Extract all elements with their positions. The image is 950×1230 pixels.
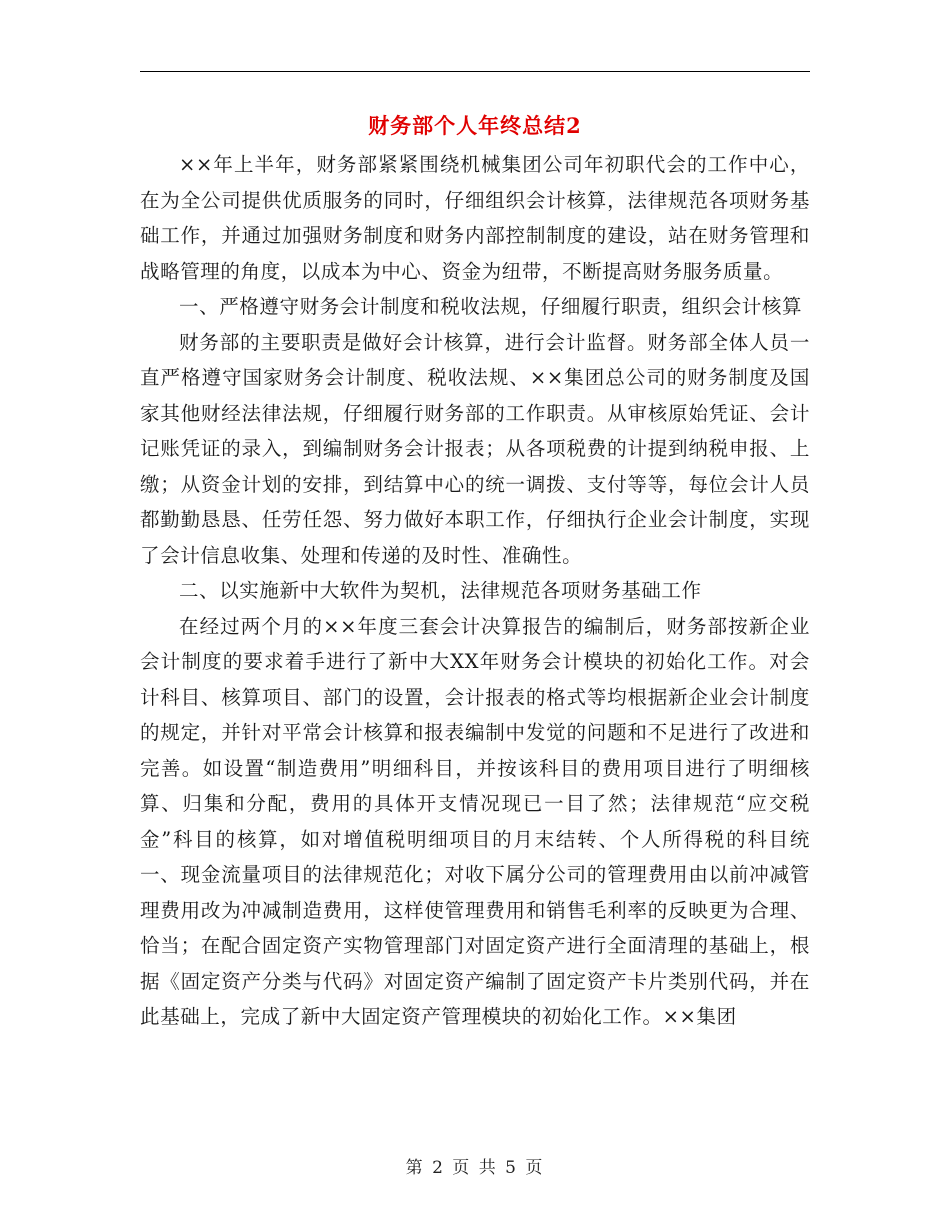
section-heading-1: 一、严格遵守财务会计制度和税收法规，仔细履行职责，组织会计核算 — [179, 295, 803, 318]
section-heading-2: 二、以实施新中大软件为契机，法律规范各项财务基础工作 — [179, 579, 702, 602]
paragraph-section-1: 财务部的主要职责是做好会计核算，进行会计监督。财务部全体人员一直严格遵守国家财务会计制度、税收法规、××集团总公司的财务制度及国家其他财经法律法规，仔细履行财务部的工作职责。从审核原始凭证、会计记账凭证的录入，到编制财务会计报表；从各项税费的计提到纳税申报、上缴；从资金计划的安排，到结算中心的统一调拨、支付等等，每位会计人员都勤勤恳恳、任劳任怨、努力做好本职工作，仔细执行企业会计制度，实现了会计信息收集、处理和传递的及时性、准确性。 — [140, 330, 810, 567]
header-rule — [140, 71, 810, 72]
document-body — [140, 147, 810, 1035]
paragraph-intro: ××年上半年，财务部紧紧围绕机械集团公司年初职代会的工作中心，在为全公司提供优质服务的同时，仔细组织会计核算，法律规范各项财务基础工作，并通过加强财务制度和财务内部控制制度的建设，站在财务管理和战略管理的角度，以成本为中心、资金为纽带，不断提高财务服务质量。 — [140, 153, 810, 283]
page-footer: 第 2 页 共 5 页 — [405, 1158, 545, 1178]
paragraph-section-2: 在经过两个月的××年度三套会计决算报告的编制后，财务部按新企业会计制度的要求着手进行了新中大XX年财务会计模块的初始化工作。对会计科目、核算项目、部门的设置，会计报表的格式等均根据新企业会计制度的规定，并针对平常会计核算和报表编制中发觉的问题和不足进行了改进和完善。如设置“制造费用”明细科目，并按该科目的费用项目进行了明细核算、归集和分配，费用的具体开支情况现已一目了然；法律规范“应交税金”科目的核算，如对增值税明细项目的月末结转、个人所得税的科目统一、现金流量项目的法律规范化；对收下属分公司的管理费用由以前冲减管理费用改为冲减制造费用，这样使管理费用和销售毛利率的反映更为合理、恰当；在配合固定资产实物管理部门对固定资产进行全面清理的基础上，根据《固定资产分类与代码》对固定资产编制了固定资产卡片类别代码，并在此基础上，完成了新中大固定资产管理模块的初始化工作。××集团 — [140, 614, 810, 1028]
document-title: 财务部个人年终总结2 — [368, 113, 582, 138]
